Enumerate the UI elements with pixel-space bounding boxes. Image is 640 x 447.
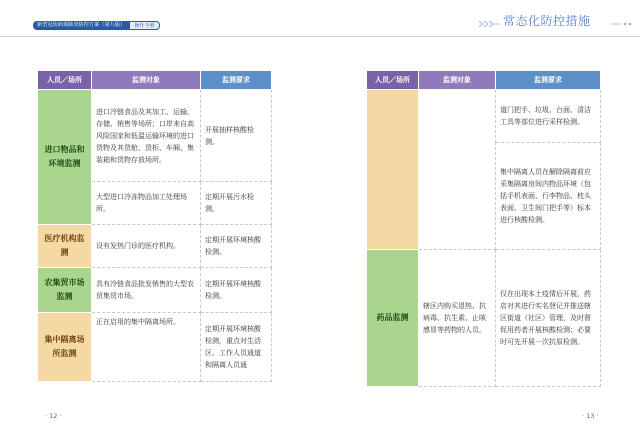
category-cell: 药品监测 — [367, 250, 419, 387]
book-tag: 操作手册 — [129, 21, 160, 30]
requirement-cell: 定期开展污水检测。 — [201, 182, 272, 225]
header-cell-person: 人员／场所 — [38, 71, 92, 90]
table-header-row — [38, 71, 272, 90]
header-cell-person: 人员／场所 — [367, 71, 419, 90]
right-monitoring-table — [366, 70, 601, 387]
table-row — [367, 90, 601, 143]
object-cell: 设有发热门诊的医疗机构。 — [92, 225, 201, 268]
table-row — [38, 225, 272, 268]
header-rule — [0, 36, 640, 37]
requirement-cell: 道门把手、垃圾、台面、清洁工具等部位进行采样检测。 — [496, 90, 601, 143]
object-cell: 进口冷链食品及其加工、运输、存储、销售等场所；口岸来自高风险国家和低温运输环境的进口货物及其货舱、货柜、车厢、集装箱和货物存放场所。 — [92, 90, 201, 182]
table-row — [38, 313, 272, 382]
header-cell-requirement: 监测要求 — [496, 71, 601, 90]
requirement-cell: 开展抽样核酸检测。 — [201, 90, 272, 182]
requirement-cell: 定期开展环境核酸检测，重点对生活区、工作人员通道和隔离人员通 — [201, 313, 272, 382]
header-cell-object: 监测对象 — [419, 71, 496, 90]
category-cell: 进口物品和环境监测 — [38, 90, 92, 225]
table-row — [38, 268, 272, 313]
table-row — [367, 250, 601, 387]
category-cell: 医疗机构监测 — [38, 225, 92, 268]
object-cell-continued — [419, 90, 496, 250]
requirement-cell: 定期开展环境核酸检测。 — [201, 225, 272, 268]
page-number-left: · 12 · — [45, 412, 62, 420]
table-header-row — [367, 71, 601, 90]
header-cell-requirement: 监测要求 — [201, 71, 272, 90]
requirement-cell: 集中隔离人员在解除隔离前应采集隔离房间内物品环境（包括手机表面、行李物品、枕头表面、卫生间门把手等）标本进行核酸检测。 — [496, 143, 601, 250]
page-number-right: · 13 · — [582, 412, 599, 420]
object-cell: 辖区内购买退热、抗病毒、抗生素、止咳感冒等药物的人员。 — [419, 250, 496, 387]
category-cell: 农集贸市场监测 — [38, 268, 92, 313]
category-cell: 集中隔离场所监测 — [38, 313, 92, 382]
object-cell: 大型进口冷冻物品加工处理场所。 — [92, 182, 201, 225]
left-monitoring-table — [37, 70, 272, 382]
requirement-cell: 定期开展环境核酸检测。 — [201, 268, 272, 313]
object-cell: 具有冷链食品批发销售的大型农贸集贸市场。 — [92, 268, 201, 313]
section-title: 常态化防控措施 — [503, 14, 591, 28]
decorative-dots-icon — [611, 20, 633, 28]
decorative-chevron-icon — [478, 20, 500, 28]
category-cell-continued — [367, 90, 419, 250]
book-title: 新型冠状病毒肺炎防控方案（第九版） — [33, 21, 129, 30]
requirement-cell: 仅在出现本土疫情后开展，药店对其进行实名登记并推送辖区街道（社区）管理，及时督促用药者开展核酸检测；必要时可先开展一次抗原检测。 — [496, 250, 601, 387]
table-row — [38, 90, 272, 182]
object-cell: 正在启用的集中隔离场所。 — [92, 313, 201, 382]
header-cell-object: 监测对象 — [92, 71, 201, 90]
book-banner — [33, 21, 160, 30]
